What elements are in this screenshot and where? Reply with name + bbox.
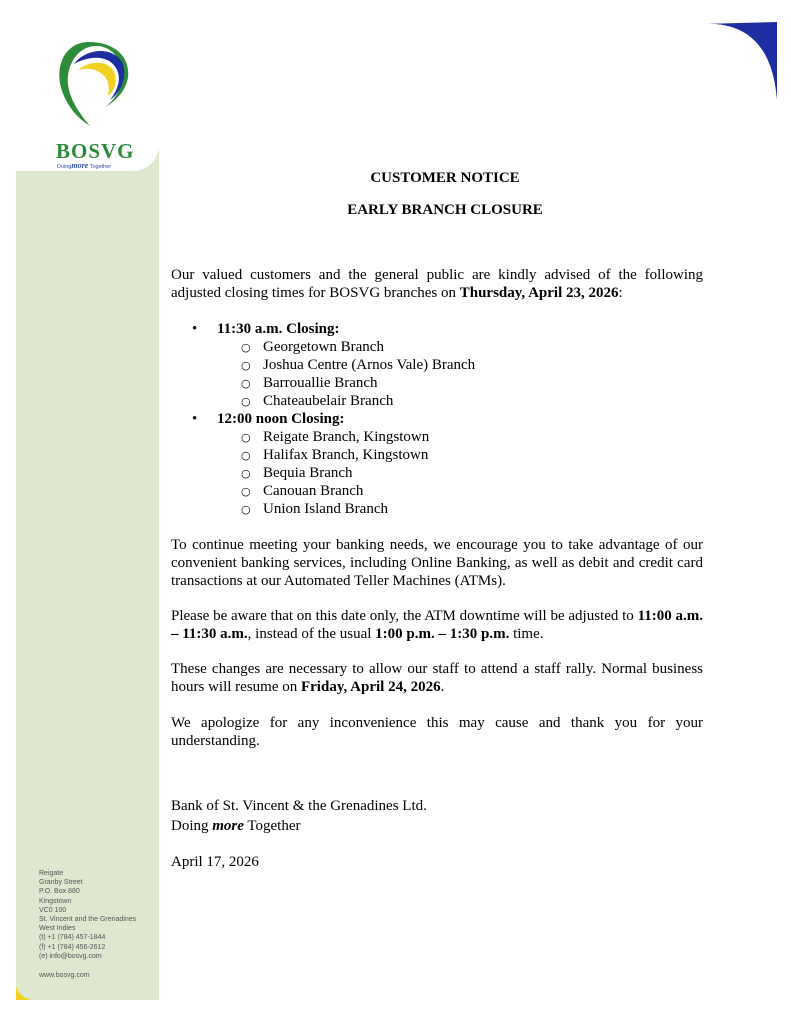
- rally-paragraph: These changes are necessary to allow our staff to attend a staff rally. Normal business hours will resume on Friday, April 24, 2026.: [171, 661, 703, 695]
- notice-title: CUSTOMER NOTICE: [370, 170, 520, 186]
- atm-paragraph: Please be aware that on this date only, the ATM downtime will be adjusted to 11:00 a.m. – 11:30 a.m., instead of the usual 1:00 p.m. – 1:30 p.m. time.: [171, 608, 703, 642]
- list-item: ○ Georgetown Branch: [241, 339, 384, 355]
- apology-paragraph: We apologize for any inconvenience this may cause and thank you for your understanding.: [171, 715, 703, 749]
- list-item: ○ Union Island Branch: [241, 501, 388, 517]
- intro-paragraph: Our valued customers and the general public are kindly advised of the following adjusted closing times for BOSVG branches on Thursday, April 23, 2026:: [171, 267, 703, 301]
- address-block: Reigate Granby Street P.O. Box 880 Kingstown VC0 100 St. Vincent and the Grenadines West Indies (t) +1 (784) 457-1844 (f) +1 (784) 456-2612 (e) info@bosvg.com www.bosvg.com: [39, 870, 137, 980]
- logo: [16, 22, 159, 171]
- notice-date: April 17, 2026: [171, 854, 259, 870]
- bottom-corner-accent-icon: [16, 986, 36, 1002]
- signature-org: Bank of St. Vincent & the Grenadines Ltd.: [171, 798, 427, 814]
- list-item: ○ Joshua Centre (Arnos Vale) Branch: [241, 357, 476, 373]
- brand-tagline: Doingmore Together: [57, 161, 112, 170]
- notice-subtitle: EARLY BRANCH CLOSURE: [347, 202, 543, 218]
- list-item: ○ Canouan Branch: [241, 483, 364, 499]
- list-item: ○ Bequia Branch: [241, 465, 353, 481]
- brand-name: BOSVG: [56, 139, 135, 163]
- list-item: • 11:30 a.m. Closing:: [192, 321, 340, 337]
- website-link[interactable]: www.bosvg.com: [39, 972, 90, 980]
- bosvg-swoosh-icon: [44, 34, 134, 134]
- corner-swoosh-icon: [700, 20, 780, 102]
- list-item: • 12:00 noon Closing:: [192, 411, 345, 427]
- signature-tagline: Doing more Together: [171, 818, 301, 834]
- list-item: ○ Chateaubelair Branch: [241, 393, 394, 409]
- list-item: ○ Barrouallie Branch: [241, 375, 378, 391]
- list-item: ○ Halifax Branch, Kingstown: [241, 447, 429, 463]
- list-item: ○ Reigate Branch, Kingstown: [241, 429, 430, 445]
- online-banking-paragraph: To continue meeting your banking needs, we encourage you to take advantage of our convenient banking services, including Online Banking, as well as debit and credit card transactions at our Automated Teller Machines (ATMs).: [171, 537, 703, 589]
- closing-list: [171, 320, 703, 518]
